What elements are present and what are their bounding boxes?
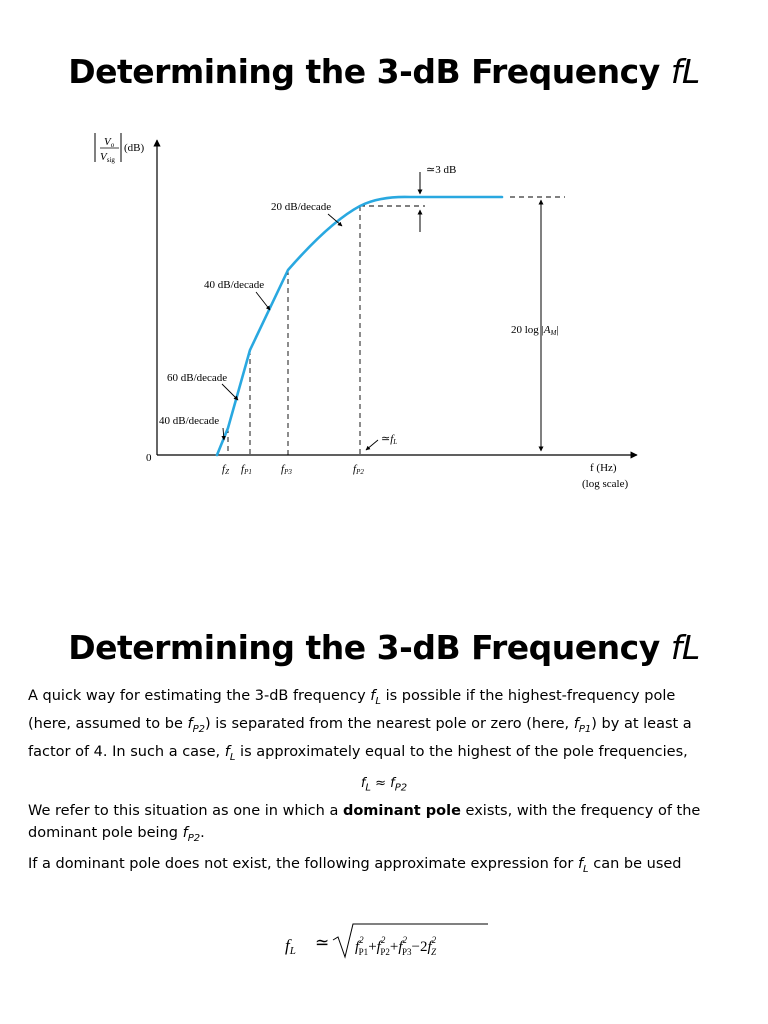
title-text: Determining the 3-dB Frequency <box>68 628 660 667</box>
tick-label-fp3: fP3 <box>281 463 292 476</box>
svg-text:Vo: Vo <box>104 136 115 149</box>
svg-text:Vsig: Vsig <box>100 151 115 164</box>
tick-label-fp1: fP1 <box>241 463 252 476</box>
svg-text:f2P1+f2P2+f2P3−2f2Z: $f^2$ $P1+f^2$ $P2+f^2$ $P3-2f^2$ Z <box>355 935 437 957</box>
origin-label: 0 <box>146 452 152 464</box>
paragraph-no-dominant-pole: If a dominant pole does not exist, the following approximate expression for $f_L$ can be used <box>28 856 682 875</box>
paragraph-intro: A quick way for estimating the 3-dB frequency $f_L$ is possible if the highest-frequency pole (here, assumed to be $f_{P2}$) is separated from the nearest pole or zero (here, $f_{P1}$) by at least a factor of 4. In such a case, $f_L$ is approximately equal to the highest of the pole frequencies, <box>28 688 692 763</box>
x-axis-label: f (Hz) <box>590 462 617 474</box>
response-curve <box>217 197 502 455</box>
tick-label-fz: fZ <box>222 463 229 476</box>
page-title-1 <box>0 52 768 91</box>
svg-text:(dB): (dB) <box>124 142 145 154</box>
midband-gain-label: 20 log |AM| <box>511 324 559 337</box>
fl-label: ≃fL <box>381 433 398 446</box>
3db-label: ≃3 dB <box>426 164 457 176</box>
slope-label-60: 60 dB/decade <box>167 372 228 384</box>
x-axis-scale: (log scale) <box>582 478 629 490</box>
annotation-arrows <box>222 214 378 450</box>
title-text: Determining the 3-dB Frequency <box>68 52 660 91</box>
fl-approximation-formula <box>270 915 500 965</box>
slope-label-40-lower: 40 dB/decade <box>159 415 220 427</box>
page-title-2 <box>0 628 768 667</box>
bode-plot-figure <box>80 118 680 498</box>
tick-label-fp2: fP2 <box>353 463 364 476</box>
title-variable: fL <box>670 52 700 91</box>
svg-text:≃: ≃ <box>315 933 330 952</box>
y-axis-label <box>95 133 145 164</box>
title-variable: fL <box>670 628 700 667</box>
slope-label-20: 20 dB/decade <box>271 201 332 213</box>
dominant-pole-approximation: $f_L \approx f_{P2}$ <box>360 776 408 794</box>
svg-text:fL: fL <box>285 936 296 957</box>
paragraph-dominant-pole: We refer to this situation as one in which a dominant pole exists, with the frequency of the dominant pole being $f_{P2}$. <box>28 803 701 844</box>
slope-label-40-upper: 40 dB/decade <box>204 279 265 291</box>
